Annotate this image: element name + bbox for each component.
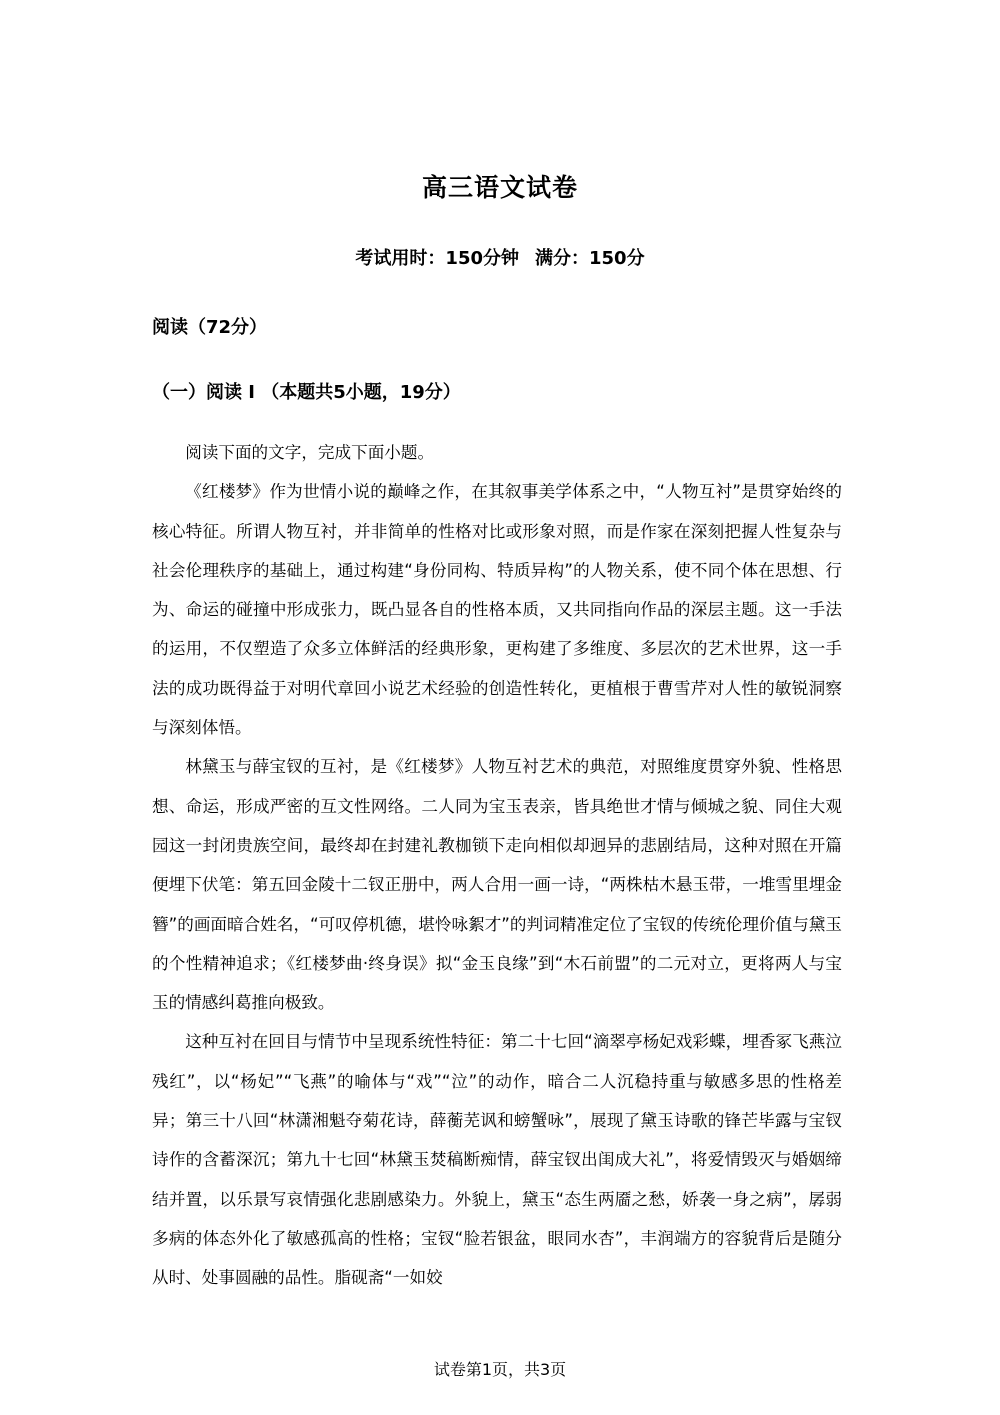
passage bbox=[152, 433, 842, 1298]
instruction-paragraph: 阅读下面的文字，完成下面小题。 bbox=[185, 443, 435, 462]
passage-paragraph-2: 林黛玉与薛宝钗的互衬，是《红楼梦》人物互衬艺术的典范，对照维度贯穿外貌、性格思想、命运，形成严密的互文性网络。二人同为宝玉表亲，皆具绝世才情与倾城之貌、同住大观园这一封闭贵族空间，最终却在封建礼教枷锁下走向相似却迥异的悲剧结局，这种对照在开篇便埋下伏笔：第五回金陵十二钗正册中，两人合用一画一诗，“两株枯木悬玉带，一堆雪里埋金簪”的画面暗合姓名，“可叹停机德，堪怜咏絮才”的判词精准定位了宝钗的传统伦理价值与黛玉的个性精神追求；《红楼梦曲·终身误》拟“金玉良缘”到“木石前盟”的二元对立，更将两人与宝玉的情感纠葛推向极致。 bbox=[152, 757, 842, 1013]
page-footer: 试卷第1页，共3页 bbox=[433, 1360, 567, 1379]
sub-heading: （一）阅读 I （本题共5小题，19分） bbox=[152, 382, 461, 403]
exam-info bbox=[0, 244, 1000, 270]
exam-full-score: 满分：150分 bbox=[535, 248, 645, 269]
passage-paragraph-1: 《红楼梦》作为世情小说的巅峰之作，在其叙事美学体系之中，“人物互衬”是贯穿始终的核心特征。所谓人物互衬，并非简单的性格对比或形象对照，而是作家在深刻把握人性复杂与社会伦理秩序的基础上，通过构建“身份同构、特质异构”的人物关系，使不同个体在思想、行为、命运的碰撞中形成张力，既凸显各自的性格本质，又共同指向作品的深层主题。这一手法的运用，不仅塑造了众多立体鲜活的经典形象，更构建了多维度、多层次的艺术世界，这一手法的成功既得益于对明代章回小说艺术经验的创造性转化，更植根于曹雪芹对人性的敏锐洞察与深刻体悟。 bbox=[152, 482, 842, 738]
passage-paragraph-3: 这种互衬在回目与情节中呈现系统性特征：第二十七回“滴翠亭杨妃戏彩蝶，埋香冢飞燕泣残红”，以“杨妃”“飞燕”的喻体与“戏”“泣”的动作，暗合二人沉稳持重与敏感多思的性格差异；第三十八回“林潇湘魁夺菊花诗，薛蘅芜讽和螃蟹咏”，展现了黛玉诗歌的锋芒毕露与宝钗诗作的含蓄深沉；第九十七回“林黛玉焚稿断痴情，薛宝钗出闺成大礼”，将爱情毁灭与婚姻缔结并置，以乐景写哀情强化悲剧感染力。外貌上，黛玉“态生两靥之愁，娇袭一身之病”，孱弱多病的体态外化了敏感孤高的性格；宝钗“脸若银盆，眼同水杏”，丰润端方的容貌背后是随分从时、处事圆融的品性。脂砚斋“一如姣 bbox=[152, 1032, 842, 1288]
exam-title: 高三语文试卷 bbox=[421, 173, 578, 202]
section-heading: 阅读（72分） bbox=[152, 317, 268, 338]
exam-duration: 考试用时：150分钟 bbox=[355, 248, 519, 269]
